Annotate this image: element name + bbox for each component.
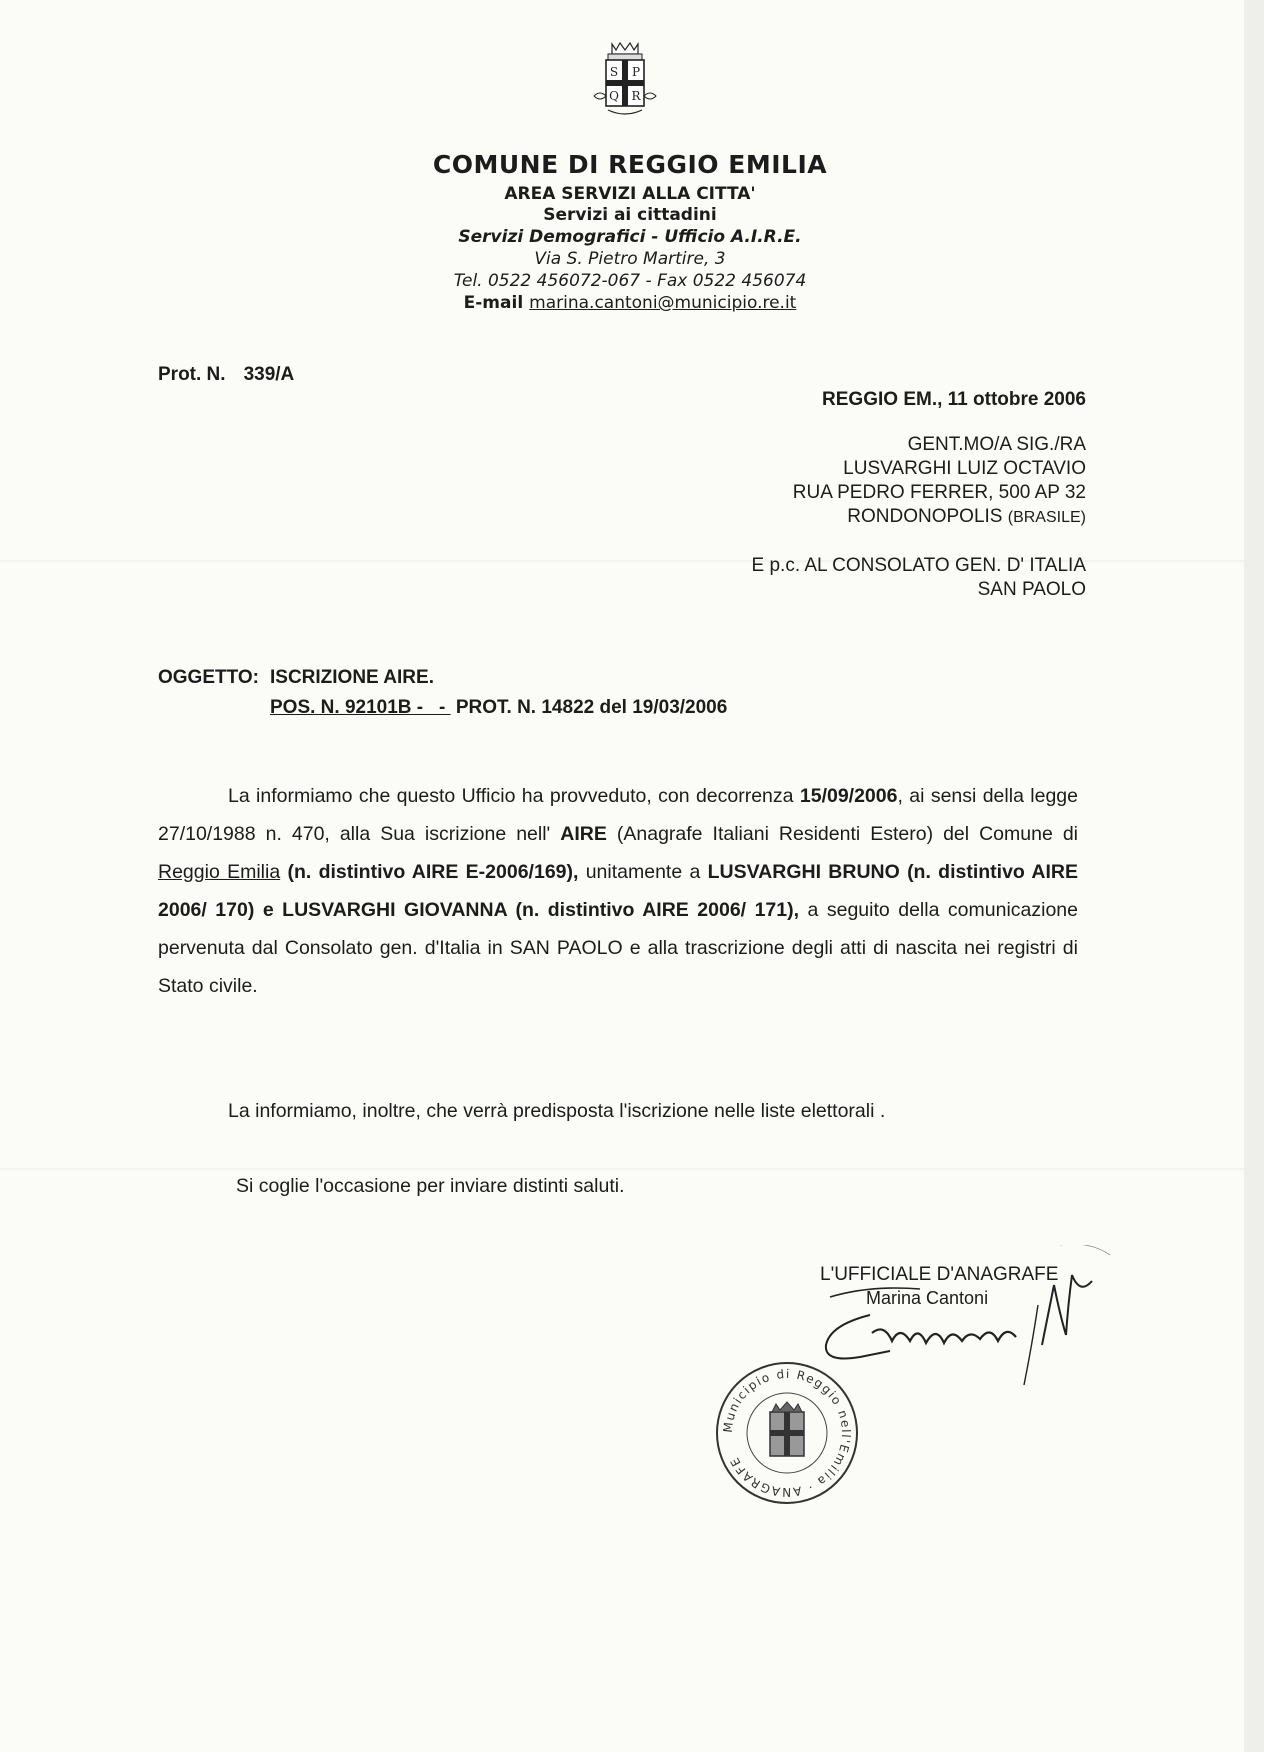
email-link[interactable]: marina.cantoni@municipio.re.it	[529, 293, 797, 313]
area-name: AREA SERVIZI ALLA CITTA'	[504, 184, 756, 204]
subject-reference	[270, 697, 727, 719]
recipient-salutation: GENT.MO/A SIG./RA	[907, 434, 1086, 455]
service-name: Servizi ai cittadini	[543, 205, 717, 225]
reference-protocol: PROT. N. 14822 del 19/03/2006	[455, 697, 728, 718]
position-number: POS. N. 92101B - -	[270, 697, 451, 718]
city-emblem	[590, 40, 660, 120]
office-address: Via S. Pietro Martire, 3	[534, 249, 726, 269]
protocol-number	[158, 364, 294, 386]
emblem-letter: P	[631, 65, 641, 79]
official-stamp	[712, 1358, 862, 1508]
body-text: , ai sensi della legge 27/10/1988 n. 470, alla Sua iscrizione nell'	[158, 785, 1078, 845]
signatory-title: L'UFFICIALE D'ANAGRAFE	[820, 1264, 1059, 1285]
protocol-label: Prot. N.	[158, 364, 226, 385]
emblem-letter: S	[609, 65, 619, 79]
recipient-country: (BRASILE)	[1007, 509, 1086, 526]
page-edge	[1244, 0, 1264, 1752]
office-email	[360, 293, 900, 313]
aire-id-main: (n. distintivo AIRE E-2006/169),	[287, 861, 579, 883]
body-text: La informiamo che questo Ufficio ha provveduto, con decorrenza	[228, 785, 800, 807]
signatory-name: Marina Cantoni	[866, 1288, 989, 1308]
body-paragraph-electoral: La informiamo, inoltre, che verrà predisposta l'iscrizione nelle liste elettorali .	[228, 1100, 886, 1122]
office-phone: Tel. 0522 456072-067 - Fax 0522 456074	[453, 271, 807, 291]
subject-label: OGGETTO:	[158, 667, 259, 688]
body-text: unitamente a	[578, 861, 708, 883]
letter-date: REGGIO EM., 11 ottobre 2006	[822, 389, 1086, 410]
recipient-street: RUA PEDRO FERRER, 500 AP 32	[792, 482, 1086, 503]
cc-city: SAN PAOLO	[977, 579, 1086, 600]
protocol-value: 339/A	[243, 364, 295, 385]
emblem-letter: Q	[609, 89, 619, 103]
comune-name: Reggio Emilia	[158, 861, 281, 883]
subject-text: ISCRIZIONE AIRE.	[270, 667, 434, 688]
aire-id-family: LUSVARGHI BRUNO (n. distintivo AIRE 2006/ 170) e LUSVARGHI GIOVANNA (n. distintivo AIRE 2006/ 171),	[158, 861, 1078, 921]
closing-greeting: Si coglie l'occasione per inviare distinti saluti.	[236, 1175, 625, 1197]
aire-term: AIRE	[560, 823, 607, 845]
cc-line: E p.c. AL CONSOLATO GEN. D' ITALIA	[751, 555, 1086, 576]
municipality-title: COMUNE DI REGGIO EMILIA	[432, 150, 828, 179]
body-paragraph	[158, 777, 1078, 1005]
recipient-city-name: RONDONOPOLIS	[847, 506, 1003, 527]
subject-line	[158, 667, 434, 689]
recipient-name: LUSVARGHI LUIZ OCTAVIO	[843, 458, 1086, 479]
effective-date: 15/09/2006	[799, 785, 898, 807]
emblem-letter: R	[631, 89, 641, 103]
recipient-city	[847, 506, 1086, 528]
body-text: (Anagrafe Italiani Residenti Estero) del Comune di	[606, 823, 1078, 845]
email-label: E-mail	[463, 293, 524, 313]
body-text: a seguito della comunicazione pervenuta dal Consolato gen. d'Italia in SAN PAOLO e alla trascrizione degli atti di nascita nei registri di Stato civile.	[158, 899, 1079, 997]
office-name: Servizi Demografici - Ufficio A.I.R.E.	[458, 227, 802, 247]
stamp-text: Municipio di Reggio nell'Emilia · ANAGRAFE	[720, 1366, 854, 1500]
